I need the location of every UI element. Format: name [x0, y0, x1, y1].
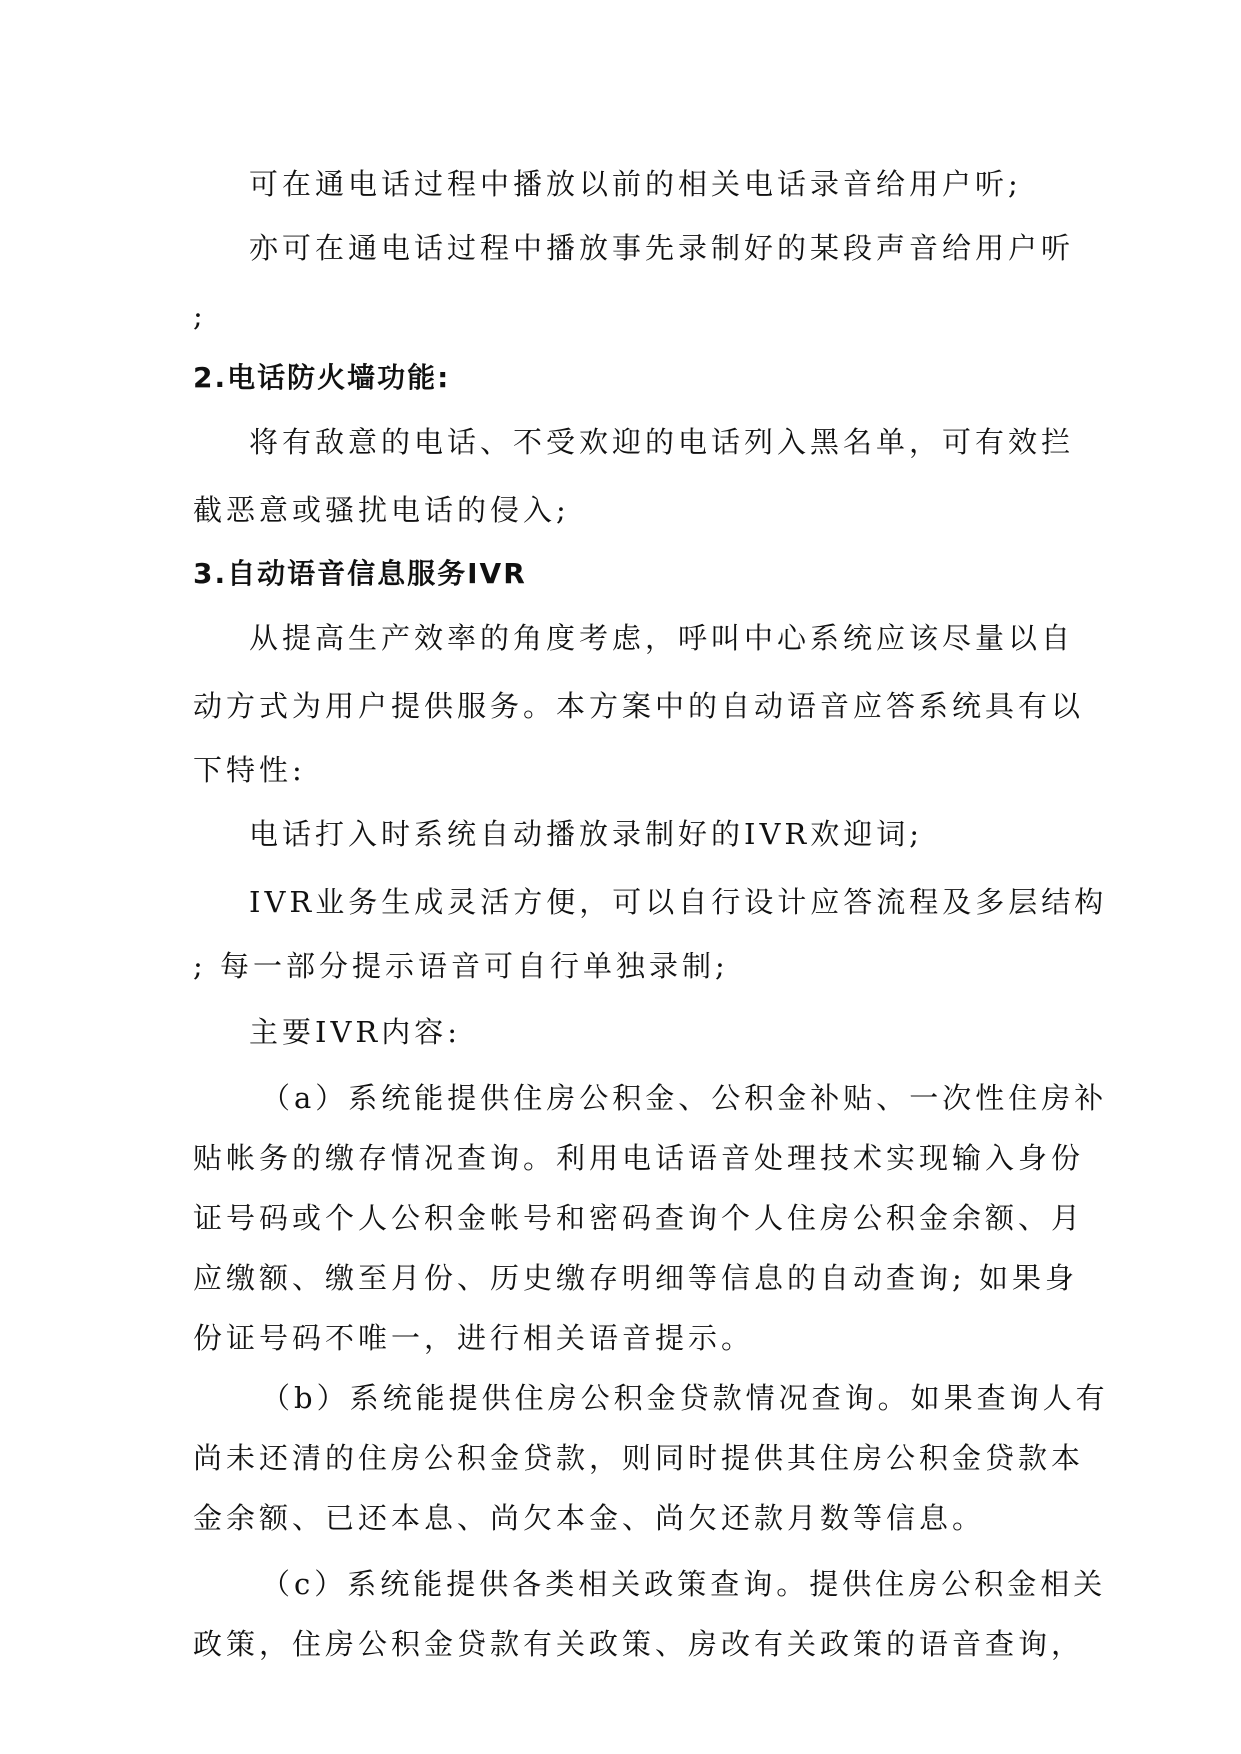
body-text-line: 截恶意或骚扰电话的侵入; — [193, 493, 570, 527]
body-text-line: 证号码或个人公积金帐号和密码查询个人住房公积金余额、月 — [193, 1201, 1085, 1235]
body-text-line: 贴帐务的缴存情况查询。利用电话语音处理技术实现输入身份 — [193, 1141, 1085, 1175]
body-text-line: 将有敌意的电话、不受欢迎的电话列入黑名单，可有效拦 — [249, 425, 1075, 459]
body-text-line: ; 每一部分提示语音可自行单独录制; — [193, 949, 729, 983]
body-text-line: 金余额、已还本息、尚欠本金、尚欠还款月数等信息。 — [193, 1501, 986, 1535]
body-text-line: 主要IVR内容: — [249, 1015, 462, 1049]
body-text-line: 份证号码不唯一，进行相关语音提示。 — [193, 1321, 755, 1355]
body-text-line: 尚未还清的住房公积金贷款，则同时提供其住房公积金贷款本 — [193, 1441, 1085, 1475]
body-text-line: 电话打入时系统自动播放录制好的IVR欢迎词; — [249, 817, 924, 851]
body-text-line: IVR业务生成灵活方便，可以自行设计应答流程及多层结构 — [249, 885, 1108, 919]
section-heading: 3.自动语音信息服务IVR — [193, 557, 527, 590]
body-text-line: 应缴额、缴至月份、历史缴存明细等信息的自动查询; 如果身 — [193, 1261, 1078, 1295]
body-text-line: （b）系统能提供住房公积金贷款情况查询。如果查询人有 — [261, 1381, 1109, 1415]
body-text-line: ; — [193, 299, 207, 333]
body-text-line: 从提高生产效率的角度考虑，呼叫中心系统应该尽量以自 — [249, 621, 1075, 655]
body-text-line: 可在通电话过程中播放以前的相关电话录音给用户听; — [249, 167, 1022, 201]
section-heading: 2.电话防火墙功能: — [193, 361, 451, 394]
body-text-line: （c）系统能提供各类相关政策查询。提供住房公积金相关 — [261, 1567, 1107, 1601]
body-text-line: 动方式为用户提供服务。本方案中的自动语音应答系统具有以 — [193, 689, 1085, 723]
body-text-line: 亦可在通电话过程中播放事先录制好的某段声音给用户听 — [249, 231, 1075, 265]
body-text-line: 下特性: — [193, 753, 306, 787]
body-text-line: （a）系统能提供住房公积金、公积金补贴、一次性住房补 — [261, 1081, 1108, 1115]
body-text-line: 政策，住房公积金贷款有关政策、房改有关政策的语音查询， — [193, 1627, 1085, 1661]
